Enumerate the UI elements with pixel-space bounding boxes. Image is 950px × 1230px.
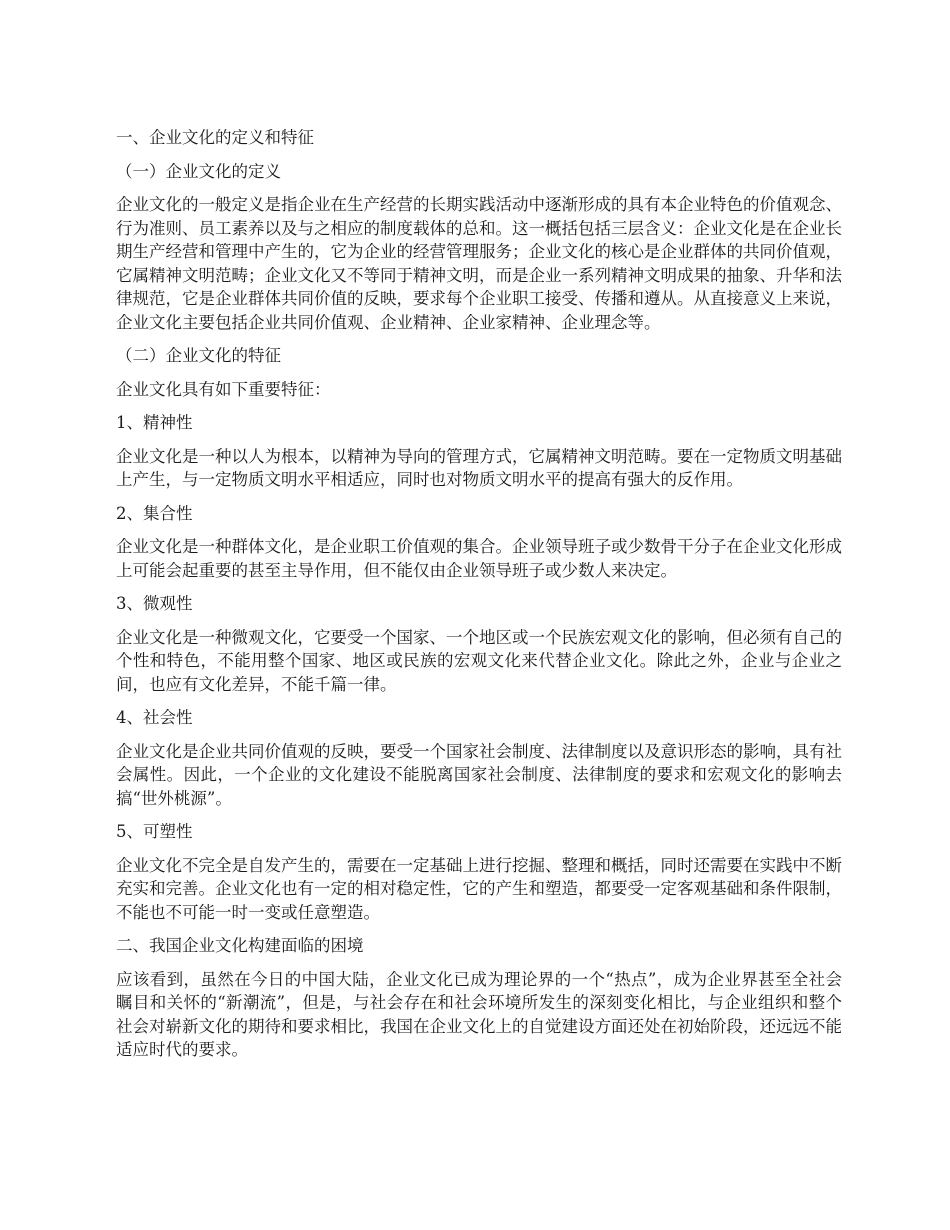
subsection-heading-1: （一）企业文化的定义 <box>116 161 281 181</box>
feature-heading-5: 5、可塑性 <box>116 822 193 841</box>
paragraph-feature-2: 企业文化是一种群体文化，是企业职工价值观的集合。企业领导班子或少数骨干分子在企业文化形成上可能会起重要的甚至主导作用，但不能仅由企业领导班子或少数人来决定。 <box>116 537 842 580</box>
paragraph-feature-5: 企业文化不完全是自发产生的，需要在一定基础上进行挖掘、整理和概括，同时还需要在实践中不断充实和完善。企业文化也有一定的相对稳定性，它的产生和塑造，都要受一定客观基础和条件限制，不能也不可能一时一变或任意塑造。 <box>116 855 842 922</box>
feature-heading-2: 2、集合性 <box>116 503 193 523</box>
paragraph-definition: 企业文化的一般定义是指企业在生产经营的长期实践活动中逐渐形成的具有本企业特色的价值观念、行为准则、员工素养以及与之相应的制度载体的总和。这一概括包括三层含义：企业文化是在企业长期生产经营和管理中产生的，它为企业的经营管理服务；企业文化的核心是企业群体的共同价值观，它属精神文明范畴；企业文化又不等同于精神文明，而是企业一系列精神文明成果的抽象、升华和法律规范，它是企业群体共同价值的反映，要求每个企业职工接受、传播和遵从。从直接意义上来说，企业文化主要包括企业共同价值观、企业精神、企业家精神、企业理念等。 <box>116 195 842 332</box>
section-heading-2: 二、我国企业文化构建面临的困境 <box>116 936 364 955</box>
section-heading-1: 一、企业文化的定义和特征 <box>116 128 314 147</box>
subsection-heading-2: （二）企业文化的特征 <box>116 346 281 365</box>
feature-heading-4: 4、社会性 <box>116 708 193 727</box>
feature-heading-3: 3、微观性 <box>116 594 193 613</box>
paragraph-feature-1: 企业文化是一种以人为根本，以精神为导向的管理方式，它属精神文明范畴。要在一定物质文明基础上产生，与一定物质文明水平相适应，同时也对物质文明水平的提高有强大的反作用。 <box>116 446 842 489</box>
paragraph-feature-3: 企业文化是一种微观文化，它要受一个国家、一个地区或一个民族宏观文化的影响，但必须有自己的个性和特色，不能用整个国家、地区或民族的宏观文化来代替企业文化。除此之外，企业与企业之间，也应有文化差异，不能千篇一律。 <box>116 627 842 694</box>
document-page <box>116 126 842 1072</box>
paragraph-feature-4: 企业文化是企业共同价值观的反映，要受一个国家社会制度、法律制度以及意识形态的影响，具有社会属性。因此，一个企业的文化建设不能脱离国家社会制度、法律制度的要求和宏观文化的影响去搞“世外桃源”。 <box>116 741 842 808</box>
feature-heading-1: 1、精神性 <box>116 413 193 432</box>
paragraph-features-intro: 企业文化具有如下重要特征： <box>116 379 331 399</box>
paragraph-difficulties: 应该看到，虽然在今日的中国大陆，企业文化已成为理论界的一个“热点”，成为企业界甚至全社会瞩目和关怀的“新潮流”，但是，与社会存在和社会环境所发生的深刻变化相比，与企业组织和整个社会对崭新文化的期待和要求相比，我国在企业文化上的自觉建设方面还处在初始阶段，还远远不能适应时代的要求。 <box>116 969 842 1059</box>
